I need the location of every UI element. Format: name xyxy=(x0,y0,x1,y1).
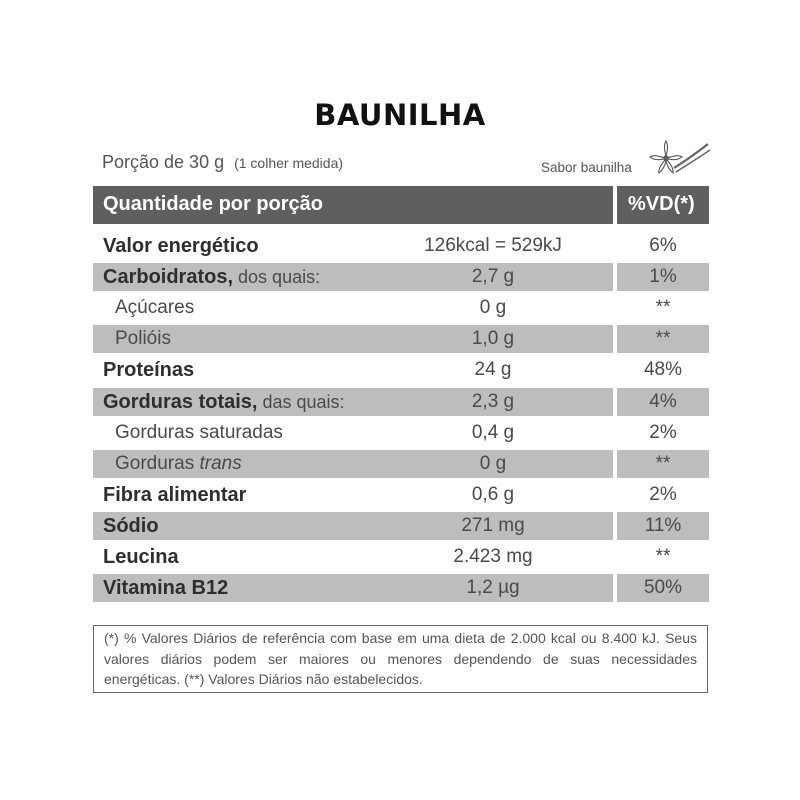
nutrient-name: Vitamina B12 xyxy=(103,577,229,599)
nutrient-amount: 1,2 µg xyxy=(466,577,520,598)
nutrient-amount: 1,0 g xyxy=(471,328,515,349)
nutrient-vd: 2% xyxy=(649,484,677,505)
table-row xyxy=(93,388,709,416)
flavor-label: Sabor baunilha xyxy=(541,160,632,175)
nutrient-vd: ** xyxy=(655,546,671,567)
nutrient-name: Valor energético xyxy=(103,235,259,257)
table-row xyxy=(93,419,709,447)
portion-info xyxy=(102,152,343,173)
footnote: (*) % Valores Diários de referência com base em uma dieta de 2.000 kcal ou 8.400 kJ. Seus valores diários podem ser maiores ou menores dependendo de suas necessidades energéticas. (**) Valores Diários não estabelecidos. xyxy=(93,625,708,693)
table-row xyxy=(93,325,709,353)
portion-measure: (1 colher medida) xyxy=(234,155,344,171)
header-divider xyxy=(613,186,617,224)
nutrient-vd: 50% xyxy=(643,577,683,598)
nutrient-name: Açúcares xyxy=(115,297,195,318)
nutrient-name: Leucina xyxy=(103,546,179,568)
nutrient-amount: 2,3 g xyxy=(471,391,515,412)
nutrient-vd: 6% xyxy=(649,235,677,256)
nutrient-vd: 4% xyxy=(649,391,677,412)
nutrient-vd: 2% xyxy=(649,422,677,443)
nutrient-amount: 2,7 g xyxy=(471,266,515,287)
table-row xyxy=(93,356,709,384)
table-header xyxy=(93,186,709,224)
table-row xyxy=(93,543,709,571)
nutrient-amount: 0 g xyxy=(479,453,507,474)
table-row xyxy=(93,294,709,322)
nutrient-amount: 2.423 mg xyxy=(453,546,533,567)
nutrient-vd: ** xyxy=(655,453,671,474)
table-row xyxy=(93,232,709,260)
nutrient-name: Polióis xyxy=(115,328,171,349)
nutrient-amount: 0,6 g xyxy=(471,484,515,505)
nutrient-amount: 0 g xyxy=(479,297,507,318)
nutrient-amount: 24 g xyxy=(474,359,512,380)
header-quantity: Quantidade por porção xyxy=(103,193,324,215)
nutrient-vd: 48% xyxy=(643,359,683,380)
nutrient-name: Gorduras trans xyxy=(115,453,242,474)
table-row xyxy=(93,450,709,478)
nutrient-amount: 0,4 g xyxy=(471,422,515,443)
nutrient-amount: 126kcal = 529kJ xyxy=(424,235,562,256)
nutrient-name: Sódio xyxy=(103,515,159,537)
nutrient-name: Fibra alimentar xyxy=(103,484,247,506)
nutrient-vd: ** xyxy=(655,328,671,349)
nutrient-vd: 11% xyxy=(644,515,682,536)
nutrient-vd: 1% xyxy=(649,266,677,287)
nutrient-name: Proteínas xyxy=(103,359,195,381)
nutrient-vd: ** xyxy=(655,297,671,318)
table-row xyxy=(93,574,709,602)
header-daily-value: %VD(*) xyxy=(628,193,695,215)
page-title: BAUNILHA xyxy=(314,98,486,132)
nutrient-name: Gorduras saturadas xyxy=(115,422,283,443)
vanilla-flower-icon xyxy=(646,138,712,178)
portion-size: Porção de 30 g xyxy=(102,152,225,172)
nutrient-amount: 271 mg xyxy=(461,515,525,536)
table-row xyxy=(93,263,709,291)
table-row xyxy=(93,512,709,540)
nutrient-name: Gorduras totais, das quais: xyxy=(103,391,345,413)
table-row xyxy=(93,481,709,509)
nutrient-name: Carboidratos, dos quais: xyxy=(103,266,321,288)
